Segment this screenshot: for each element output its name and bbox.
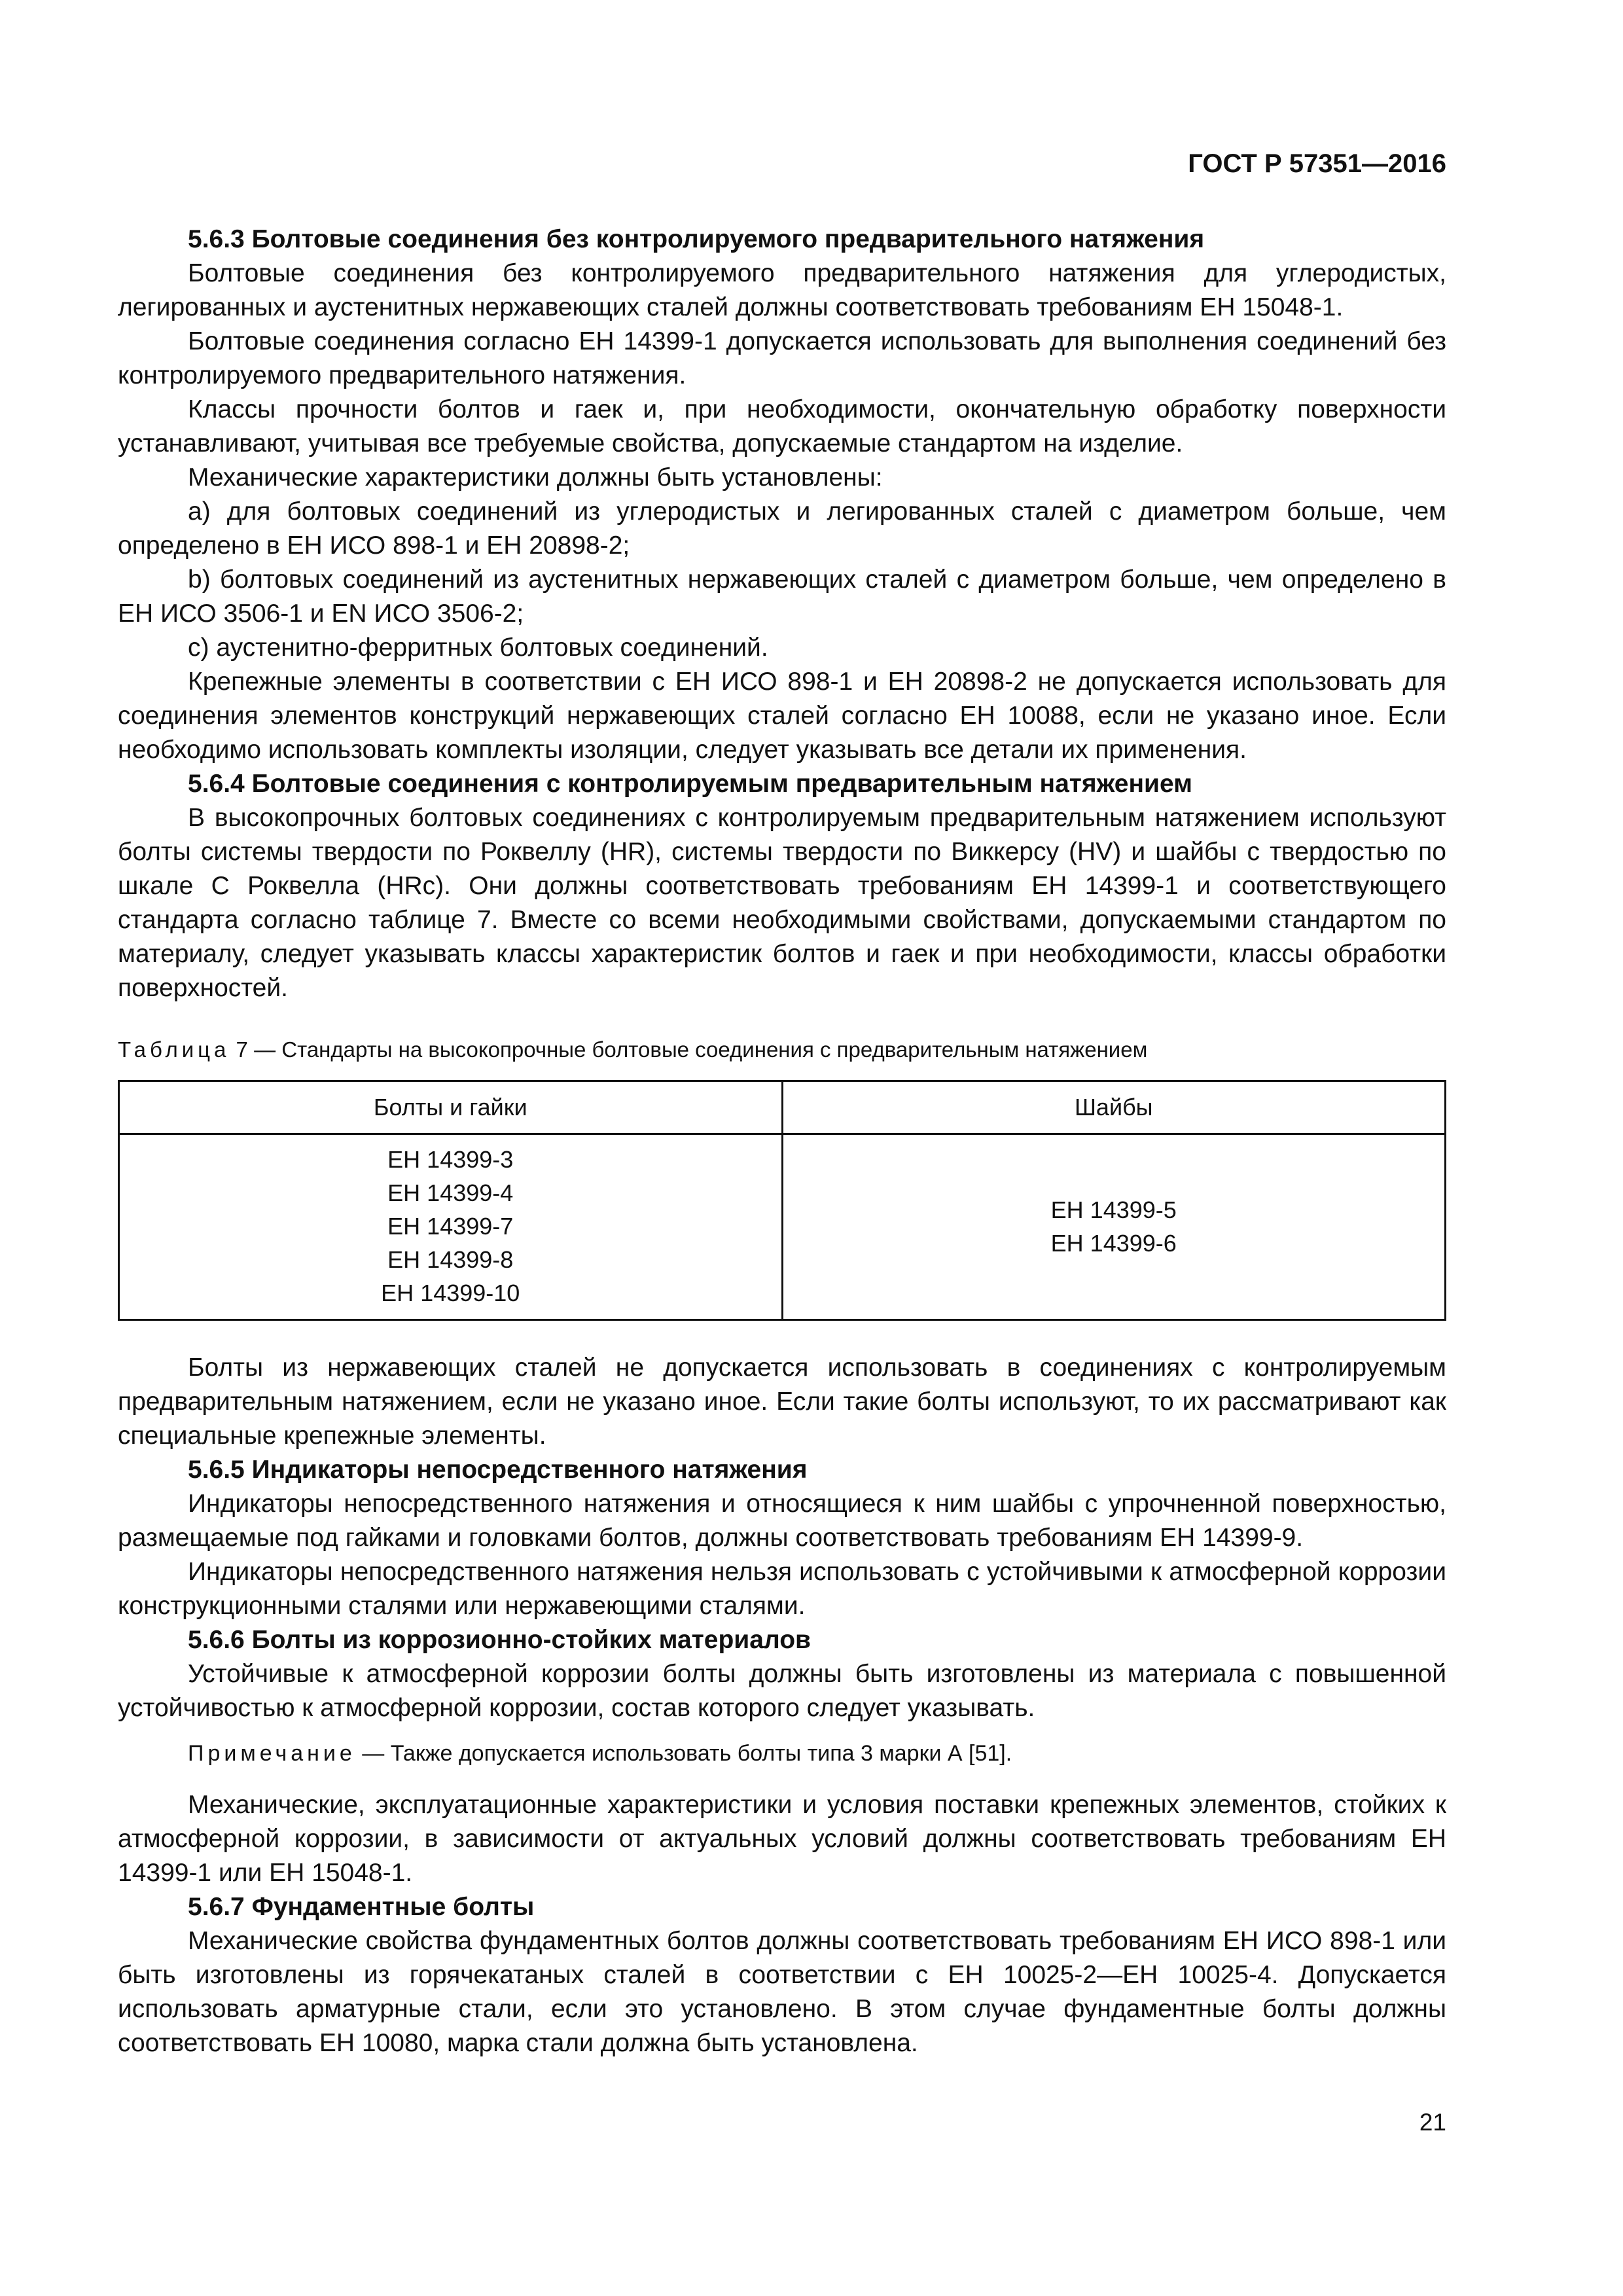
table-caption: [118, 1035, 1446, 1064]
page-content: [118, 223, 1446, 2060]
table-cell-value: ЕН 14399-3: [387, 1146, 514, 1173]
table-cell-value: ЕН 14399-5: [1050, 1196, 1177, 1223]
note-text: — Также допускается использовать болты типа 3 марки А [51].: [355, 1741, 1012, 1766]
washers-cell: [782, 1134, 1446, 1320]
table-cell-value: ЕН 14399-8: [387, 1246, 514, 1273]
paragraph: В высокопрочных болтовых соединениях с контролируемым предварительным натяжением используют болты системы твердости по Роквеллу (HR), системы твердости по Виккерсу (HV) и шайбы с твердостью по шкале С Роквелла (HRc). Они должны соответствовать требованиям ЕН 14399-1 и соответствующего стандарта согласно таблице 7. Вместе со всеми необходимыми свойствами, допускаемыми стандартом по материалу, следует указывать классы характеристик болтов и гаек и при необходимости, классы обработки поверхностей.: [118, 804, 1446, 1002]
list-item-a: a) для болтовых соединений из углеродистых и легированных сталей с диаметром больше, чем определено в ЕН ИСО 898-1 и ЕН 20898-2;: [118, 497, 1446, 560]
standard-designation: ГОСТ Р 57351—2016: [1188, 149, 1446, 178]
paragraph: Механические свойства фундаментных болтов должны соответствовать требованиям ЕН ИСО 898-1 или быть изготовлены из горячекатаных сталей в соответствии с ЕН 10025-2—ЕН 10025-4. Допускается использовать арматурные стали, если это установлено. В этом случае фундаментные болты должны соответствовать ЕН 10080, марка стали должна быть установлена.: [118, 1927, 1446, 2057]
heading-5-6-3: 5.6.3 Болтовые соединения без контролируемого предварительного натяжения: [188, 225, 1205, 253]
column-header-washers: Шайбы: [782, 1081, 1446, 1134]
paragraph: Индикаторы непосредственного натяжения и относящиеся к ним шайбы с упрочненной поверхностью, размещаемые под гайками и головками болтов, должны соответствовать требованиям ЕН 14399-9.: [118, 1490, 1446, 1552]
table-caption-text: 7 — Стандарты на высокопрочные болтовые соединения с предварительным натяжением: [230, 1037, 1148, 1062]
table-cell-value: ЕН 14399-6: [1050, 1229, 1177, 1257]
paragraph: Механические характеристики должны быть установлены:: [188, 463, 883, 492]
heading-5-6-6: 5.6.6 Болты из коррозионно-стойких материалов: [188, 1626, 812, 1654]
page-number: 21: [1419, 2109, 1446, 2136]
paragraph: Индикаторы непосредственного натяжения нельзя использовать с устойчивыми к атмосферной коррозии конструкционными сталями или нержавеющими сталями.: [118, 1558, 1446, 1620]
paragraph: Болтовые соединения без контролируемого предварительного натяжения для углеродистых, легированных и аустенитных нержавеющих сталей должны соответствовать требованиям ЕН 15048-1.: [118, 259, 1446, 321]
heading-5-6-7: 5.6.7 Фундаментные болты: [188, 1893, 535, 1921]
table-cell-value: ЕН 14399-7: [387, 1213, 514, 1240]
note-word: Примечание: [188, 1741, 356, 1766]
list-item-c: c) аустенитно-ферритных болтовых соединений.: [188, 634, 768, 662]
note: [118, 1738, 1446, 1768]
paragraph: Механические, эксплуатационные характеристики и условия поставки крепежных элементов, стойких к атмосферной коррозии, в зависимости от актуальных условий должны соответствовать требованиям ЕН 14399-1 или ЕН 15048-1.: [118, 1791, 1446, 1887]
column-header-bolts: Болты и гайки: [119, 1081, 783, 1134]
paragraph: Болты из нержавеющих сталей не допускается использовать в соединениях с контролируемым предварительным натяжением, если не указано иное. Если такие болты используют, то их рассматривают как специальные крепежные элементы.: [118, 1354, 1446, 1450]
heading-5-6-4: 5.6.4 Болтовые соединения с контролируемым предварительным натяжением: [188, 770, 1193, 798]
table-cell-value: ЕН 14399-10: [381, 1280, 520, 1306]
heading-5-6-5: 5.6.5 Индикаторы непосредственного натяжения: [188, 1456, 808, 1484]
paragraph: Классы прочности болтов и гаек и, при необходимости, окончательную обработку поверхности устанавливают, учитывая все требуемые свойства, допускаемые стандартом на изделие.: [118, 395, 1446, 457]
table-caption-word: Таблица: [118, 1037, 230, 1062]
paragraph: Болтовые соединения согласно ЕН 14399-1 допускается использовать для выполнения соединений без контролируемого предварительного натяжения.: [118, 327, 1446, 389]
paragraph: Устойчивые к атмосферной коррозии болты должны быть изготовлены из материала с повышенной устойчивостью к атмосферной коррозии, состав которого следует указывать.: [118, 1660, 1446, 1722]
table-cell-value: ЕН 14399-4: [387, 1179, 514, 1206]
bolts-cell: [119, 1134, 783, 1320]
paragraph: Крепежные элементы в соответствии с ЕН ИСО 898-1 и ЕН 20898-2 не допускается использовать для соединения элементов конструкций нержавеющих сталей согласно ЕН 10088, если не указано иное. Если необходимо использовать комплекты изоляции, следует указывать все детали их применения.: [118, 668, 1446, 764]
list-item-b: b) болтовых соединений из аустенитных нержавеющих сталей с диаметром больше, чем определено в ЕН ИСО 3506-1 и EN ИСО 3506-2;: [118, 565, 1446, 628]
table-row: [119, 1134, 1446, 1320]
standards-table: [118, 1080, 1446, 1321]
